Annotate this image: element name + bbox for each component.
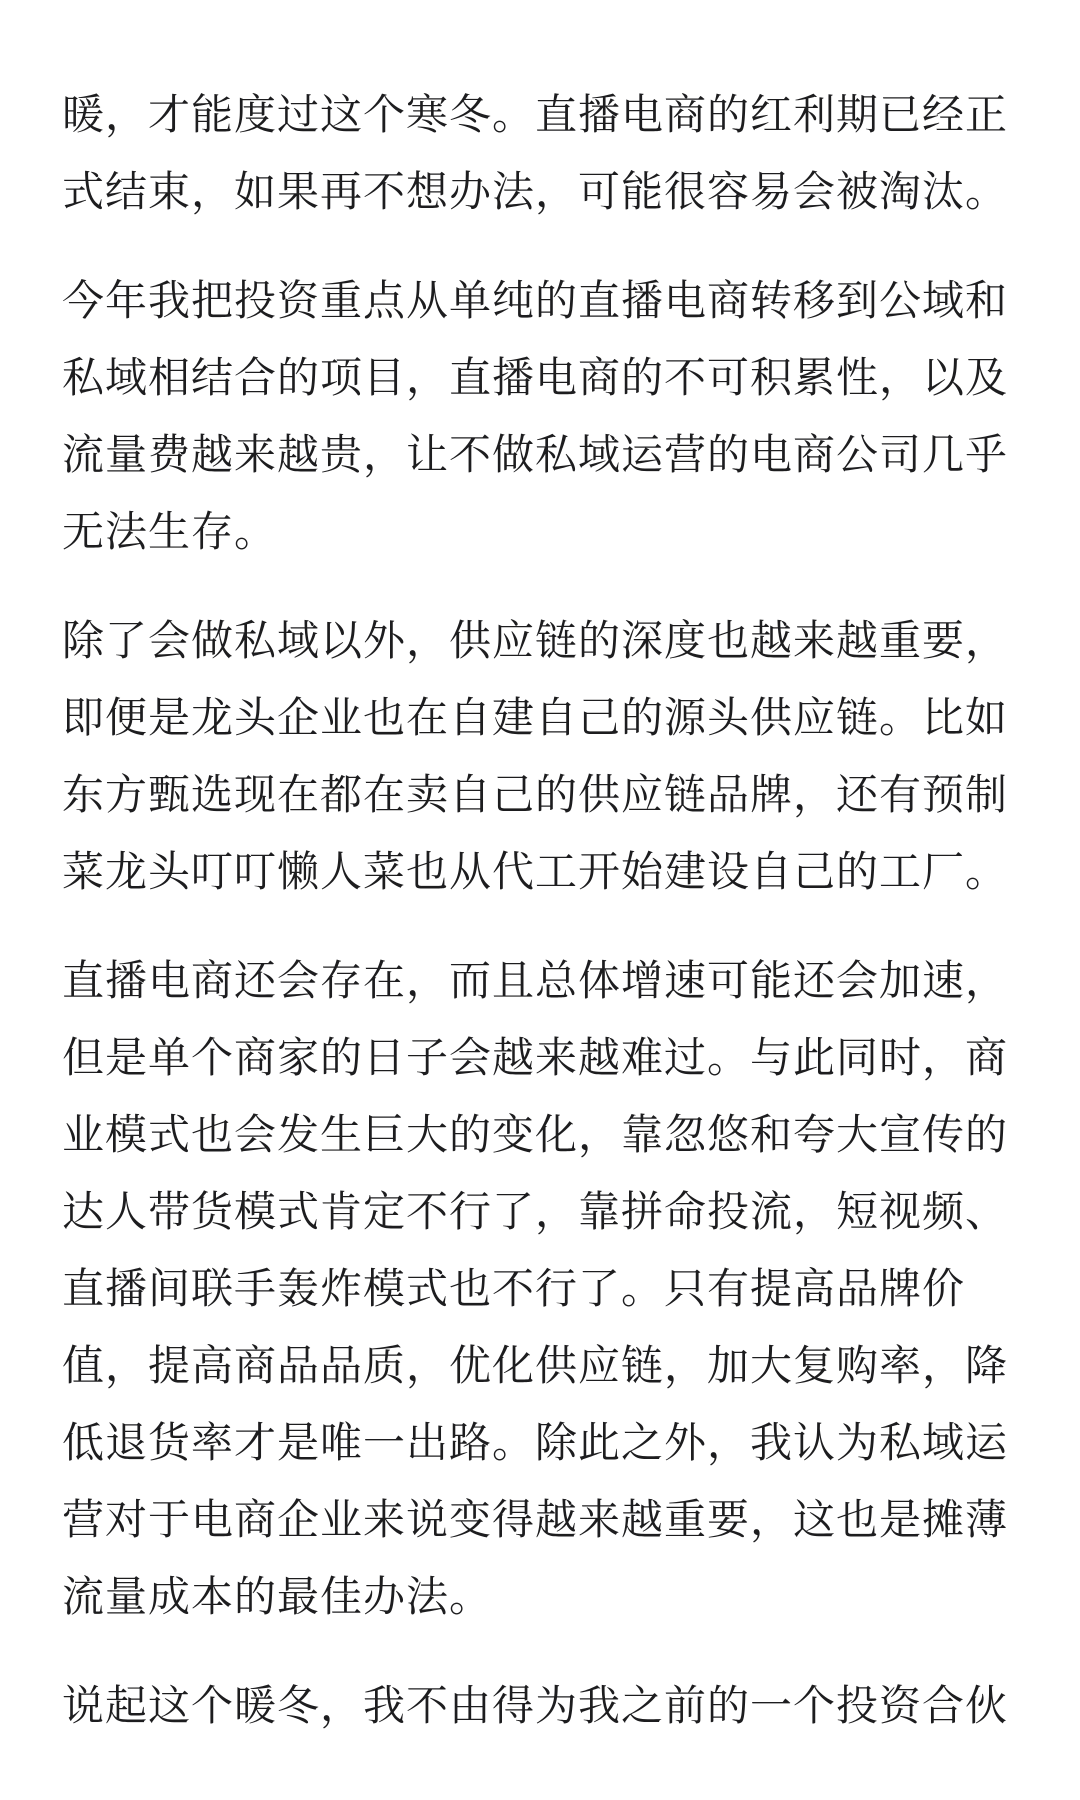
text-line: 暖，才能度过这个寒冬。直播电商的红利期已经正 (62, 90, 1009, 139)
text-line: 东方甄选现在都在卖自己的供应链品牌，还有预制 (62, 770, 1009, 819)
paragraph (62, 942, 1022, 1635)
text-line: 无法生存。 (62, 507, 278, 556)
text-line: 说起这个暖冬，我不由得为我之前的一个投资合伙 (62, 1681, 1009, 1730)
paragraph (62, 1667, 1022, 1744)
article-body (62, 76, 1022, 1776)
paragraph (62, 262, 1022, 570)
text-line: 营对于电商企业来说变得越来越重要，这也是摊薄 (62, 1495, 1009, 1544)
text-line: 值，提高商品品质，优化供应链，加大复购率，降 (62, 1341, 1009, 1390)
text-line: 今年我把投资重点从单纯的直播电商转移到公域和 (62, 276, 1009, 325)
paragraph (62, 76, 1022, 230)
text-line: 菜龙头叮叮懒人菜也从代工开始建设自己的工厂。 (62, 847, 1009, 896)
text-line: 式结束，如果再不想办法，可能很容易会被淘汰。 (62, 167, 1009, 216)
text-line: 但是单个商家的日子会越来越难过。与此同时，商 (62, 1033, 1009, 1082)
paragraph (62, 602, 1022, 910)
text-line: 流量费越来越贵，让不做私域运营的电商公司几乎 (62, 430, 1009, 479)
text-line: 业模式也会发生巨大的变化，靠忽悠和夸大宣传的 (62, 1110, 1009, 1159)
text-line: 私域相结合的项目，直播电商的不可积累性，以及 (62, 353, 1009, 402)
text-line: 流量成本的最佳办法。 (62, 1572, 493, 1621)
text-line: 即便是龙头企业也在自建自己的源头供应链。比如 (62, 693, 1009, 742)
text-line: 直播间联手轰炸模式也不行了。只有提高品牌价 (62, 1264, 966, 1313)
text-line: 除了会做私域以外，供应链的深度也越来越重要， (62, 616, 1009, 665)
text-line: 达人带货模式肯定不行了，靠拼命投流，短视频、 (62, 1187, 1009, 1236)
text-line: 直播电商还会存在，而且总体增速可能还会加速， (62, 956, 1009, 1005)
text-line: 低退货率才是唯一出路。除此之外，我认为私域运 (62, 1418, 1009, 1467)
